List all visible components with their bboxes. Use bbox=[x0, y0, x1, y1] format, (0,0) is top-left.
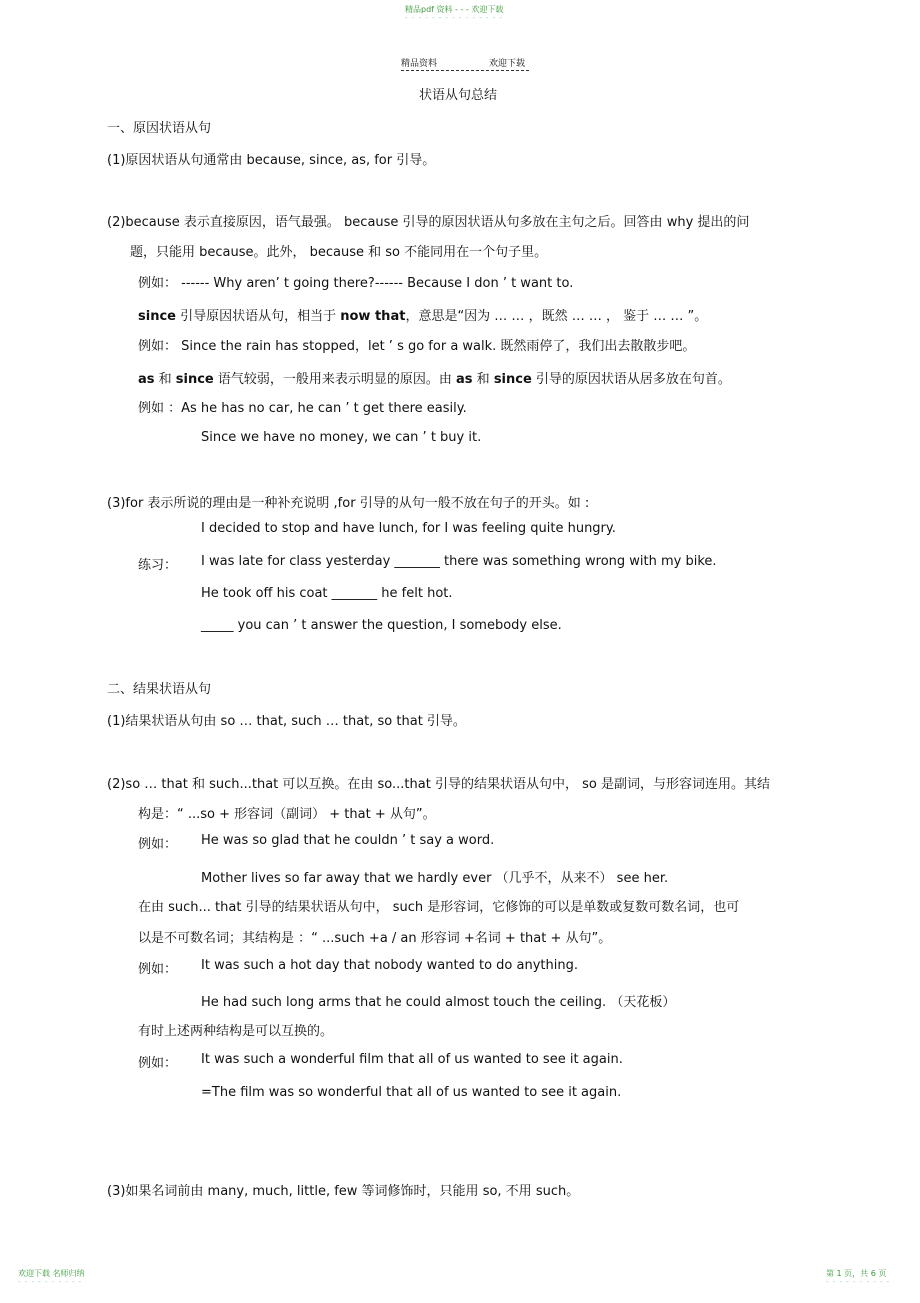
example: It was such a wonderful film that all of us wanted to see it again. bbox=[201, 1052, 623, 1067]
example-label: 例如： bbox=[138, 837, 178, 852]
header-right: 欢迎下载 bbox=[489, 59, 526, 69]
paragraph: 以是不可数名词；其结构是 ：“ ...such +a / an 形容词 +名词 + that + 从句”。 bbox=[138, 931, 612, 946]
paragraph: 题，只能用 because。此外， because 和 so 不能同用在一个句子里。 bbox=[130, 245, 548, 260]
example: Mother lives so far away that we hardly ever （几乎不，从来不） see her. bbox=[201, 871, 669, 886]
paragraph-as bbox=[138, 368, 731, 387]
practice-item: _____ you can ’ t answer the question, I somebody else. bbox=[201, 618, 562, 633]
text: 和 bbox=[472, 372, 494, 387]
example: He was so glad that he couldn ’ t say a word. bbox=[201, 833, 495, 848]
watermark-bottom-left: 欢迎下载 名师归纳 bbox=[18, 1269, 85, 1278]
keyword: now that bbox=[340, 309, 406, 324]
text: 语气较弱，一般用来表示明显的原因。由 bbox=[213, 372, 457, 387]
paragraph: (1)原因状语从句通常由 because, since, as, for 引导。 bbox=[107, 153, 436, 168]
text: ，意思是“因为 … … ，既然 … … ， 鉴于 … … ”。 bbox=[405, 309, 708, 324]
example-label: 例如： bbox=[138, 962, 178, 977]
doc-title: 状语从句总结 bbox=[419, 88, 498, 103]
header-left: 精品资料 bbox=[401, 59, 438, 69]
example-label: 例如： bbox=[138, 1056, 178, 1071]
example: =The film was so wonderful that all of us wanted to see it again. bbox=[201, 1085, 622, 1100]
paragraph: 在由 such... that 引导的结果状语从句中， such 是形容词，它修饰的可以是单数或复数可数名词，也可 bbox=[138, 900, 740, 915]
keyword: since bbox=[493, 372, 532, 387]
text: 引导原因状语从句，相当于 bbox=[175, 309, 341, 324]
page-number: 第 1 页，共 6 页 bbox=[826, 1269, 887, 1278]
paragraph: 构是：“ ...so + 形容词（副词） + that + 从句”。 bbox=[138, 807, 436, 822]
text: 引导的原因状语从居多放在句首。 bbox=[531, 372, 731, 387]
paragraph: (3)如果名词前由 many, much, little, few 等词修饰时，只能用 so, 不用 such。 bbox=[107, 1184, 580, 1199]
paragraph: (2)so … that 和 such...that 可以互换。在由 so...that 引导的结果状语从句中， so 是副词，与形容词连用。其结 bbox=[107, 777, 770, 792]
section-heading-cause: 一、原因状语从句 bbox=[107, 121, 212, 136]
paragraph: (3)for 表示所说的理由是一种补充说明 ,for 引导的从句一般不放在句子的开头。如 : bbox=[107, 496, 590, 511]
watermark-top: 精品pdf 资料 - - - 欢迎下载 bbox=[405, 5, 504, 14]
text: 和 bbox=[154, 372, 176, 387]
page-header bbox=[401, 56, 529, 71]
paragraph-since bbox=[138, 305, 707, 324]
example: He had such long arms that he could almost touch the ceiling. （天花板） bbox=[201, 995, 676, 1010]
section-heading-result: 二、结果状语从句 bbox=[107, 682, 212, 697]
practice-label: 练习： bbox=[138, 558, 178, 573]
keyword: as bbox=[138, 372, 155, 387]
watermark-top-dots: - - - - - - - - - - - - - - - bbox=[405, 14, 504, 22]
example: 例如： ------ Why aren’ t going there?------ Because I don ’ t want to. bbox=[138, 276, 574, 291]
keyword: as bbox=[456, 372, 473, 387]
paragraph: (2)because 表示直接原因，语气最强。 because 引导的原因状语从句多放在主句之后。回答由 why 提出的问 bbox=[107, 215, 750, 230]
watermark-bottom-left-dots: - - - - - - - - - - bbox=[18, 1278, 83, 1286]
practice-item: He took off his coat _______ he felt hot. bbox=[201, 586, 453, 601]
paragraph: 有时上述两种结构是可以互换的。 bbox=[138, 1024, 334, 1039]
paragraph: (1)结果状语从句由 so … that, such … that, so that 引导。 bbox=[107, 714, 466, 729]
example: I decided to stop and have lunch, for I was feeling quite hungry. bbox=[201, 521, 616, 536]
example: It was such a hot day that nobody wanted to do anything. bbox=[201, 958, 578, 973]
watermark-bottom-right-dots: - - - - - - - - - - bbox=[826, 1278, 891, 1286]
example: 例如： Since the rain has stopped，let ’ s go for a walk. 既然雨停了，我们出去散散步吧。 bbox=[138, 339, 696, 354]
keyword: since bbox=[175, 372, 214, 387]
example: 例如 ：As he has no car, he can ’ t get there easily. bbox=[138, 401, 467, 416]
practice-item: I was late for class yesterday _______ there was something wrong with my bike. bbox=[201, 554, 717, 569]
keyword: since bbox=[138, 309, 176, 324]
example: Since we have no money, we can ’ t buy it. bbox=[201, 430, 482, 445]
